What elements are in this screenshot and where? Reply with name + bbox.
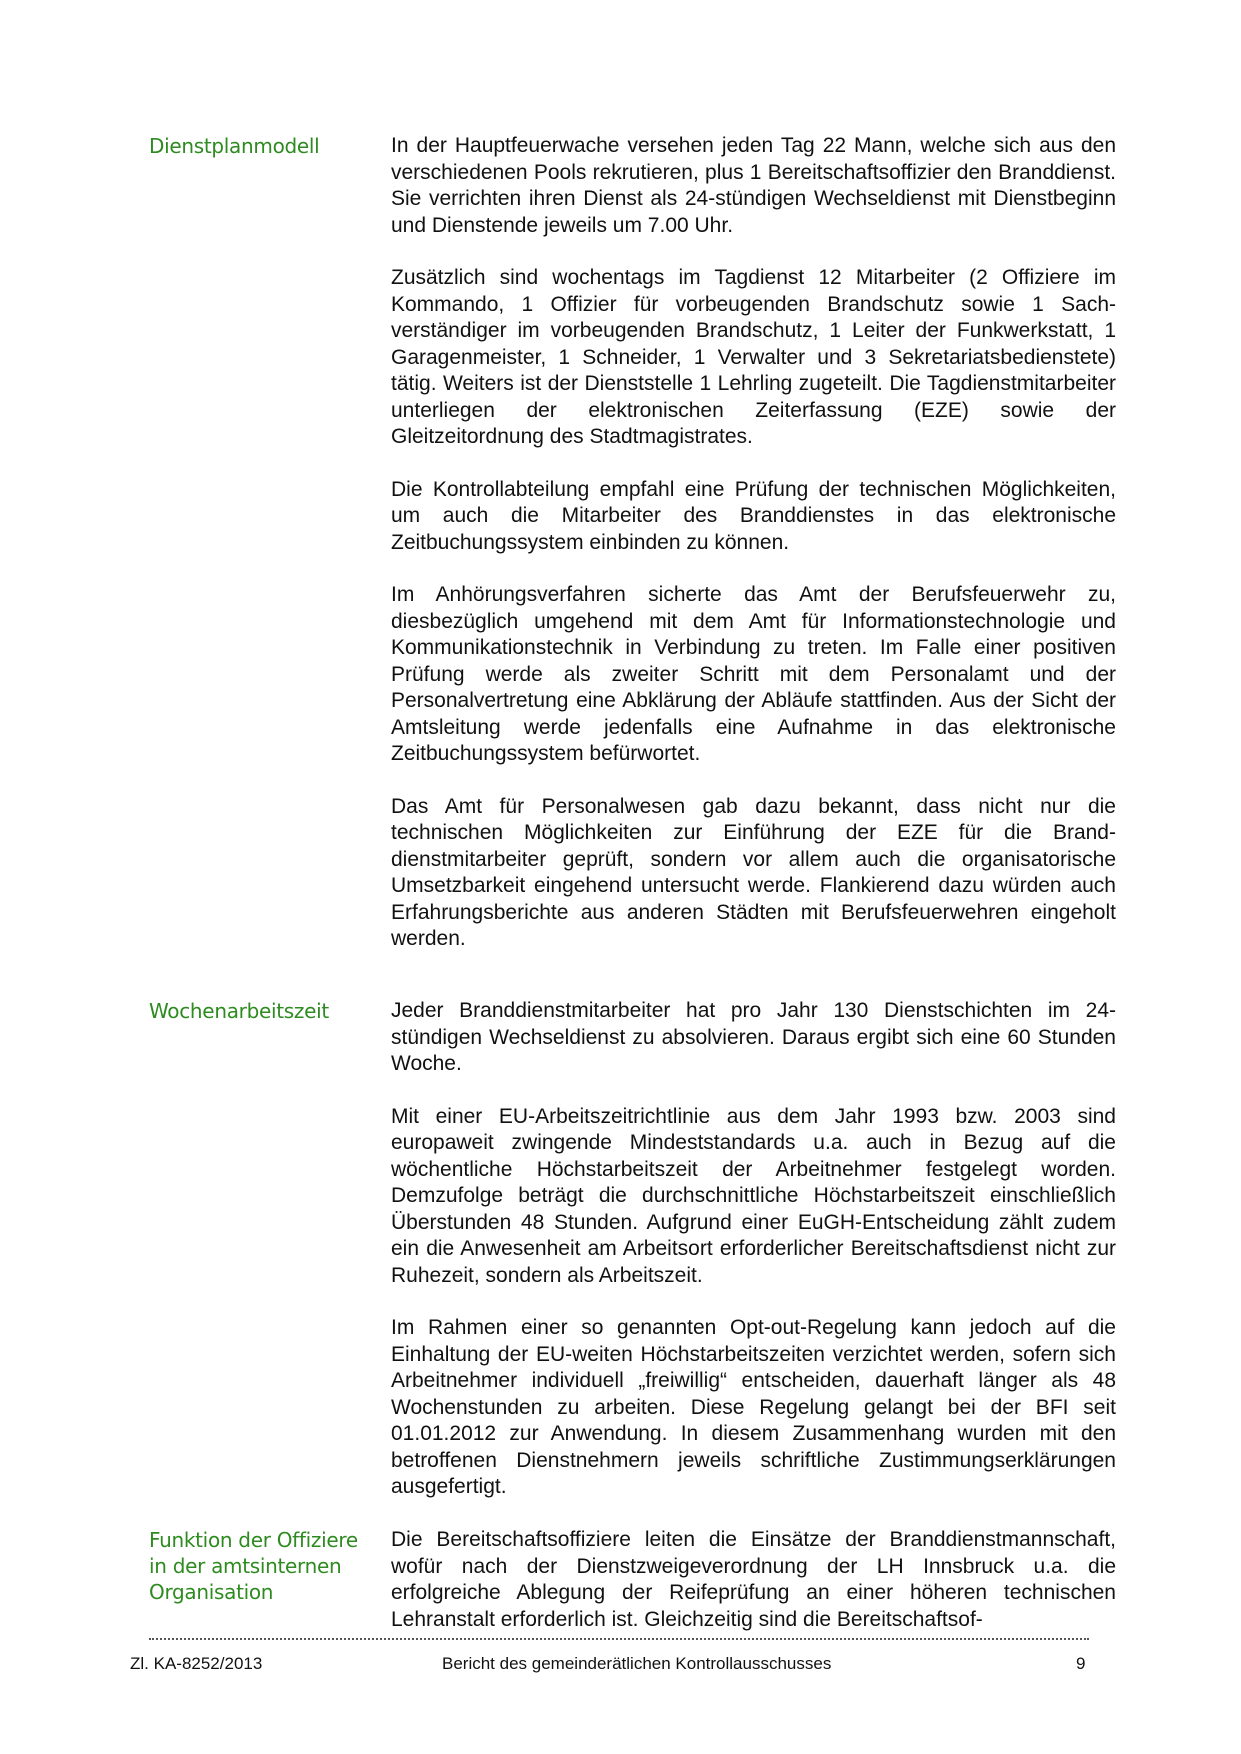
page-number: 9 (1076, 1654, 1086, 1673)
section-label: Funktion der Offiziere in der amtsinternen Organisation (149, 1528, 358, 1604)
paragraph: Zusätzlich sind wochentags im Tagdienst 12 Mitarbeiter (2 Offiziere im Kommando, 1 Offizier für vorbeugenden Brandschutz sowie 1 Sachverständiger im vorbeugenden Brandschutz, 1 Leiter der Funkwerkstatt, 1 Garagenmeister, 1 Schneider, 1 Verwalter und 3 Sekretariatsbedienstete) tätig. Weiters ist der Dienststelle 1 Lehrling zugeteilt. Die Tagdienstmitarbeiter unterliegen der elektronischen Zeiterfassung (EZE) sowie der Gleitzeitordnung des Stadtmagistrates. (391, 266, 1116, 448)
section-label: Wochenarbeitszeit (149, 999, 329, 1023)
paragraph: Das Amt für Personalwesen gab dazu bekannt, dass nicht nur die technischen Möglichkeiten zur Einführung der EZE für die Branddienstmitarbeiter geprüft, sondern vor allem auch die organisatorische Umsetzbarkeit eingehend untersucht werde. Flankierend dazu würden auch Erfahrungsberichte aus anderen Städten mit Berufsfeuerwehren eingeholt werden. (391, 794, 1116, 950)
paragraph: Die Bereitschaftsoffiziere leiten die Einsätze der Branddienstmannschaft, wofür nach der Dienstzweigeverordnung der LH Innsbruck u.a. die erfolgreiche Ablegung der Reifeprüfung an einer höheren technischen Lehranstalt erforderlich ist. Gleichzeitig sind die Bereitschaftsof- (391, 1528, 1116, 1631)
footer-title: Bericht des gemeinderätlichen Kontrollausschusses (442, 1654, 832, 1673)
footer-reference: Zl. KA-8252/2013 (130, 1654, 263, 1673)
paragraph: Die Kontrollabteilung empfahl eine Prüfung der technischen Möglichkeiten, um auch die Mitarbeiter des Branddienstes in das elektronische Zeitbuchungssystem einbinden zu können. (391, 477, 1116, 554)
section-body (391, 133, 1116, 979)
footer-divider (149, 1632, 1089, 1640)
paragraph: In der Hauptfeuerwache versehen jeden Tag 22 Mann, welche sich aus den verschiedenen Pools rekrutieren, plus 1 Bereitschaftsoffizier den Branddienst. Sie verrichten ihren Dienst als 24-stündigen Wechseldienst mit Dienstbeginn und Dienstende jeweils um 7.00 Uhr. (391, 134, 1116, 237)
section-body (391, 998, 1116, 1527)
paragraph: Mit einer EU-Arbeitszeitrichtlinie aus dem Jahr 1993 bzw. 2003 sind europaweit zwingende Mindeststandards u.a. auch in Bezug auf die wöchentliche Höchstarbeitszeit der Arbeitnehmer festgelegt worden. Demzufolge beträgt die durchschnittliche Höchstarbeitszeit einschließlich Überstunden 48 Stunden. Aufgrund einer EuGH-Entscheidung zählt zudem ein die Anwesenheit am Arbeitsort erforderlicher Bereitschaftsdienst nicht zur Ruhezeit, sondern als Arbeitszeit. (391, 1104, 1116, 1287)
paragraph: Im Anhörungsverfahren sicherte das Amt der Berufsfeuerwehr zu, diesbezüglich umgehend mit dem Amt für Informationstechnologie und Kommunikationstechnik in Verbindung zu treten. Im Falle einer positiven Prüfung werde als zweiter Schritt mit dem Personalamt und der Personalvertretung eine Abklärung der Abläufe stattfinden. Aus der Sicht der Amtsleitung werde jedenfalls eine Aufnahme in das elektronische Zeitbuchungssystem befürwortet. (391, 583, 1116, 765)
paragraph: Jeder Branddienstmitarbeiter hat pro Jahr 130 Dienstschichten im 24-stündigen Wechseldienst zu absolvieren. Daraus ergibt sich eine 60 Stunden Woche. (391, 999, 1116, 1075)
paragraph: Im Rahmen einer so genannten Opt-out-Regelung kann jedoch auf die Einhaltung der EU-weiten Höchstarbeitszeiten verzichtet werden, sofern sich Arbeitnehmer individuell „freiwillig“ entscheiden, dauerhaft länger als 48 Wochenstunden zu arbeiten. Diese Regelung gelangt bei der BFI seit 01.01.2012 zur Anwendung. In diesem Zusammenhang wurden mit den betroffenen Dienstnehmern jeweils schriftliche Zustimmungserklärungen ausgefertigt. (391, 1316, 1116, 1498)
section-label: Dienstplanmodell (149, 134, 320, 158)
